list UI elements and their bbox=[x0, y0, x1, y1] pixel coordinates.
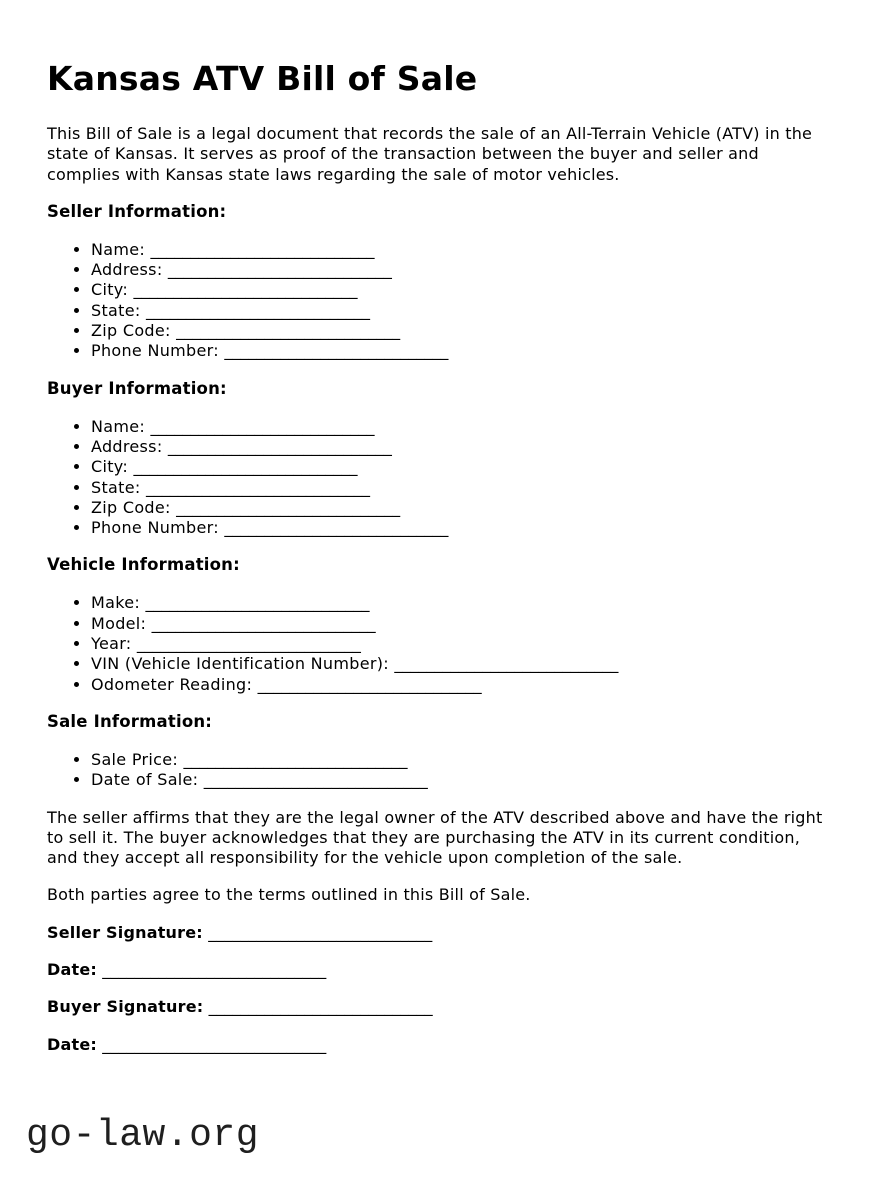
field-label: Year: bbox=[91, 634, 132, 654]
field-label: State: bbox=[91, 300, 141, 320]
field-row bbox=[91, 675, 825, 695]
field-label: Address: bbox=[91, 436, 163, 456]
buyer-fields-list bbox=[47, 417, 825, 539]
field-label: Odometer Reading: bbox=[91, 674, 253, 694]
field-blank-line: ____________________________ bbox=[150, 239, 375, 259]
section-heading: Vehicle Information: bbox=[47, 555, 240, 575]
intro-paragraph: This Bill of Sale is a legal document that records the sale of an All-Terrain Vehicle (ATV) in the state of Kansas. It serves as proof of the transaction between the buyer and seller and complies with Kansas state laws regarding the sale of motor vehicles. bbox=[47, 124, 813, 184]
document-page bbox=[0, 60, 869, 1055]
field-row bbox=[91, 321, 825, 341]
signature-label: Date: bbox=[47, 1034, 97, 1054]
field-label: State: bbox=[91, 477, 141, 497]
sale-info-section bbox=[47, 712, 825, 791]
field-label: Sale Price: bbox=[91, 749, 179, 769]
section-heading: Seller Information: bbox=[47, 201, 227, 221]
field-label: Phone Number: bbox=[91, 518, 219, 538]
field-row bbox=[91, 614, 825, 634]
field-blank-line: ____________________________ bbox=[150, 416, 375, 436]
field-blank-line: ____________________________ bbox=[133, 280, 358, 300]
field-row bbox=[91, 593, 825, 613]
field-blank-line: ____________________________ bbox=[133, 457, 358, 477]
field-label: Date of Sale: bbox=[91, 770, 199, 790]
field-blank-line: ____________________________ bbox=[203, 770, 428, 790]
field-row bbox=[91, 770, 825, 790]
field-row bbox=[91, 417, 825, 437]
field-label: Address: bbox=[91, 260, 163, 280]
field-row bbox=[91, 240, 825, 260]
section-heading: Sale Information: bbox=[47, 711, 213, 731]
field-row bbox=[91, 634, 825, 654]
footer-watermark: go-law.org bbox=[26, 1114, 260, 1157]
signature-label: Buyer Signature: bbox=[47, 997, 204, 1017]
field-label: Make: bbox=[91, 593, 141, 613]
field-row bbox=[91, 341, 825, 361]
section-heading: Buyer Information: bbox=[47, 378, 227, 398]
field-label: Zip Code: bbox=[91, 497, 171, 517]
field-label: City: bbox=[91, 280, 129, 300]
field-blank-line: ____________________________ bbox=[176, 497, 401, 517]
field-blank-line: ____________________________ bbox=[136, 634, 361, 654]
field-label: Zip Code: bbox=[91, 321, 171, 341]
signature-blank-line: ____________________________ bbox=[208, 922, 433, 942]
field-label: City: bbox=[91, 457, 129, 477]
field-label: Name: bbox=[91, 239, 146, 259]
buyer-signature-row bbox=[47, 997, 825, 1017]
seller-date-row bbox=[47, 960, 825, 980]
signature-blank-line: ____________________________ bbox=[208, 997, 433, 1017]
field-label: Model: bbox=[91, 613, 147, 633]
signature-blank-line: ____________________________ bbox=[102, 1034, 327, 1054]
field-row bbox=[91, 478, 825, 498]
field-row bbox=[91, 301, 825, 321]
affirmation-paragraph: The seller affirms that they are the legal owner of the ATV described above and have the right to sell it. The buyer acknowledges that they are purchasing the ATV in its current condition, and they accept all responsibility for the vehicle upon completion of the sale. bbox=[47, 807, 823, 868]
field-blank-line: ____________________________ bbox=[145, 477, 370, 497]
field-blank-line: ____________________________ bbox=[167, 436, 392, 456]
field-blank-line: ____________________________ bbox=[176, 321, 401, 341]
signature-blank-line: ____________________________ bbox=[102, 960, 327, 980]
field-row bbox=[91, 750, 825, 770]
sale-fields-list bbox=[47, 750, 825, 791]
field-label: Phone Number: bbox=[91, 341, 219, 361]
field-label: Name: bbox=[91, 416, 146, 436]
field-blank-line: ____________________________ bbox=[394, 654, 619, 674]
vehicle-fields-list bbox=[47, 593, 825, 694]
agreement-paragraph: Both parties agree to the terms outlined in this Bill of Sale. bbox=[47, 885, 531, 905]
seller-info-section bbox=[47, 202, 825, 362]
field-row bbox=[91, 518, 825, 538]
field-row bbox=[91, 280, 825, 300]
field-row bbox=[91, 457, 825, 477]
field-label: VIN (Vehicle Identification Number): bbox=[91, 654, 389, 674]
document-title: Kansas ATV Bill of Sale bbox=[47, 59, 478, 98]
field-blank-line: ____________________________ bbox=[224, 341, 449, 361]
buyer-info-section bbox=[47, 379, 825, 539]
seller-signature-row bbox=[47, 923, 825, 943]
field-blank-line: ____________________________ bbox=[145, 300, 370, 320]
field-row bbox=[91, 654, 825, 674]
signature-label: Seller Signature: bbox=[47, 922, 203, 942]
field-blank-line: ____________________________ bbox=[224, 518, 449, 538]
seller-fields-list bbox=[47, 240, 825, 362]
field-row bbox=[91, 437, 825, 457]
field-blank-line: ____________________________ bbox=[151, 613, 376, 633]
field-blank-line: ____________________________ bbox=[167, 260, 392, 280]
buyer-date-row bbox=[47, 1035, 825, 1055]
field-blank-line: ____________________________ bbox=[183, 749, 408, 769]
signature-label: Date: bbox=[47, 960, 97, 980]
field-blank-line: ____________________________ bbox=[257, 674, 482, 694]
field-row bbox=[91, 498, 825, 518]
field-blank-line: ____________________________ bbox=[145, 593, 370, 613]
field-row bbox=[91, 260, 825, 280]
vehicle-info-section bbox=[47, 555, 825, 694]
